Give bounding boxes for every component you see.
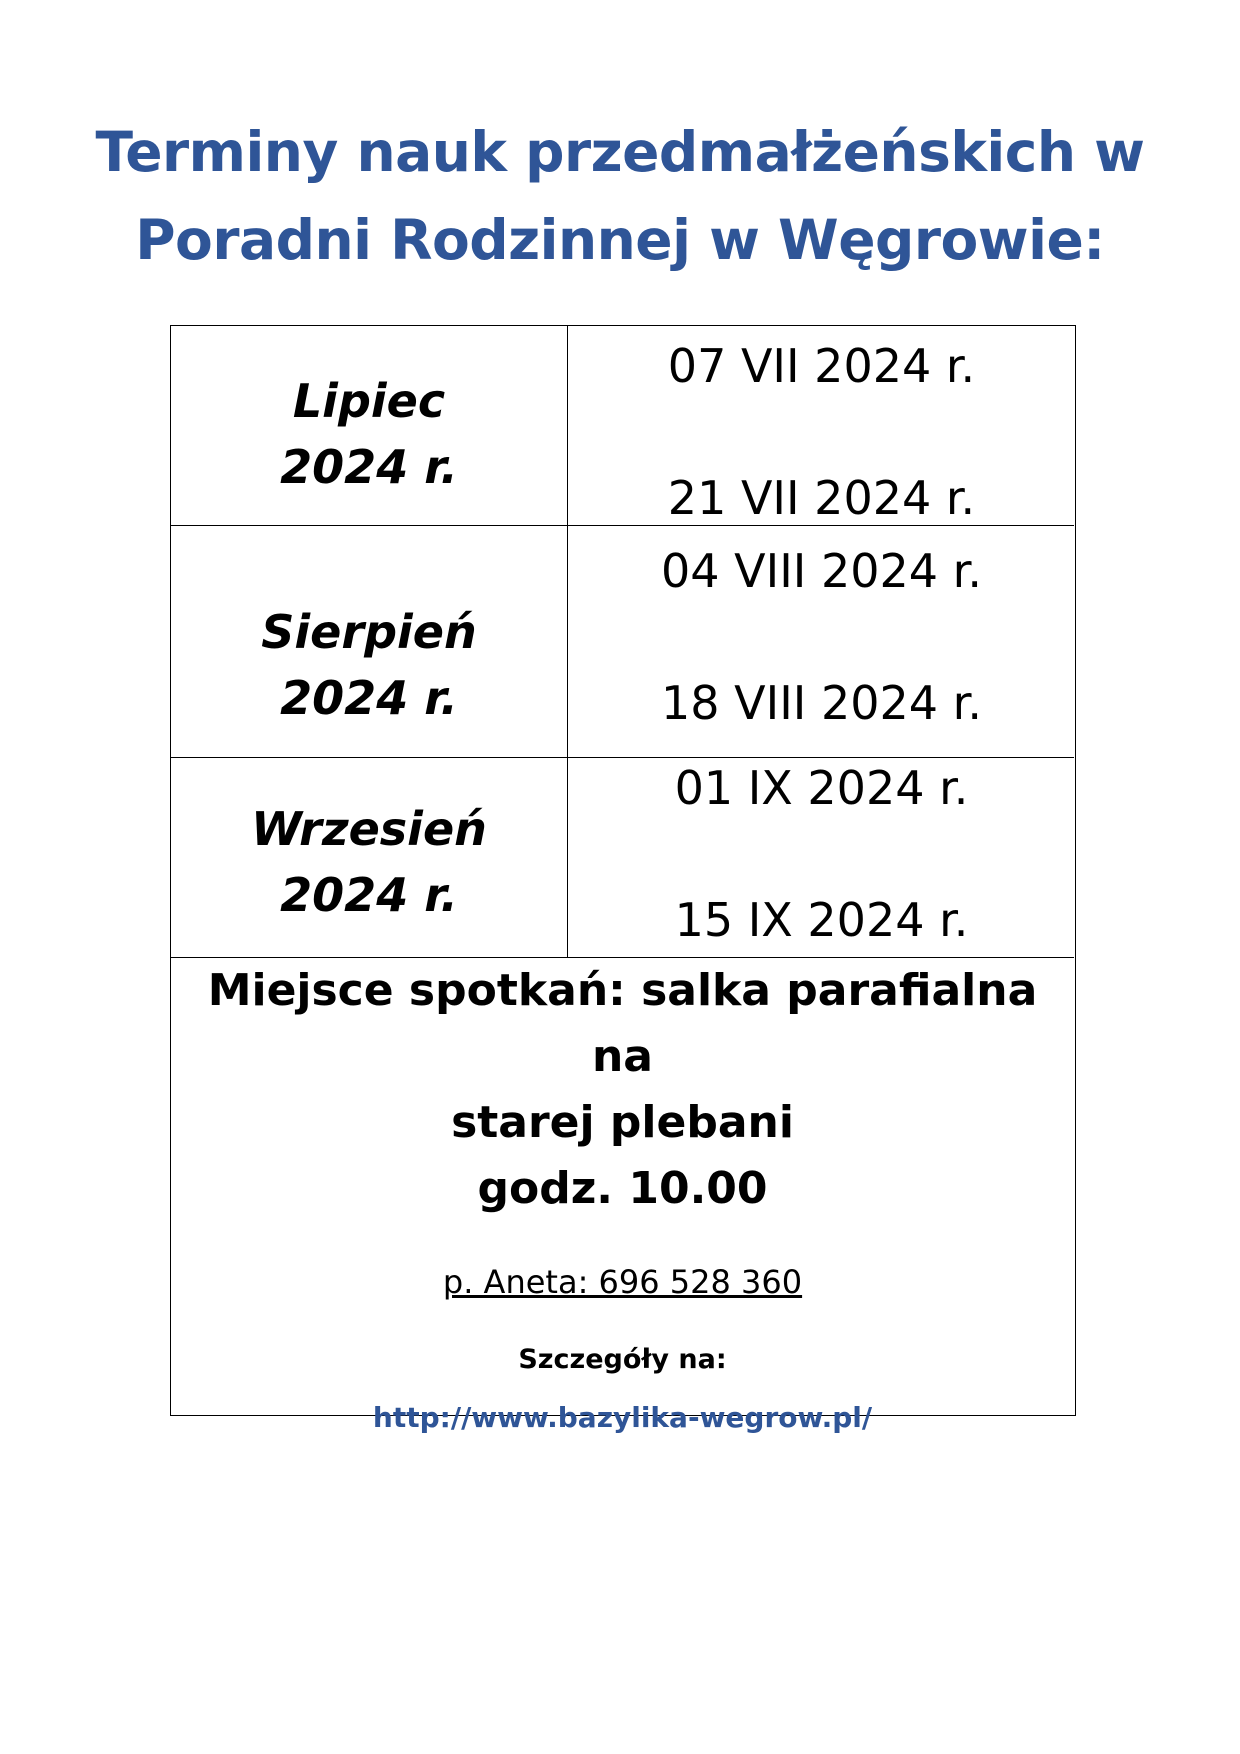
month-name: Wrzesień — [251, 802, 487, 856]
month-year: 2024 r. — [280, 671, 458, 725]
website-link[interactable]: http://www.bazylika-wegrow.pl/ — [372, 1401, 873, 1434]
date-entry: 07 VII 2024 r. — [667, 339, 976, 393]
place-line-1: Miejsce spotkań: salka parafialna na — [207, 965, 1038, 1082]
meeting-time: godz. 10.00 — [477, 1163, 768, 1214]
month-cell — [171, 368, 567, 500]
meeting-info — [171, 958, 1074, 1438]
meeting-place — [171, 958, 1074, 1222]
date-entry: 01 IX 2024 r. — [674, 761, 969, 815]
month-cell — [171, 796, 567, 928]
month-cell — [171, 599, 567, 731]
month-year: 2024 r. — [280, 868, 458, 922]
page-title — [0, 108, 1240, 284]
contact-phone: p. Aneta: 696 528 360 — [442, 1263, 803, 1301]
date-entry: 21 VII 2024 r. — [667, 471, 976, 525]
month-year: 2024 r. — [280, 440, 458, 494]
date-entry: 18 VIII 2024 r. — [661, 676, 982, 730]
date-entry: 04 VIII 2024 r. — [661, 544, 982, 598]
month-name: Sierpień — [261, 605, 477, 659]
title-line-1: Terminy nauk przedmałżeńskich w — [95, 120, 1145, 184]
table-row-august — [171, 526, 1074, 758]
date-entry: 15 IX 2024 r. — [674, 893, 969, 947]
table-row-july — [171, 326, 1074, 526]
place-line-2: starej plebani — [451, 1097, 794, 1148]
details-label: Szczegóły na: — [518, 1344, 727, 1375]
title-line-2: Poradni Rodzinnej w Węgrowie: — [135, 208, 1105, 272]
month-name: Lipiec — [292, 374, 446, 428]
schedule-table — [170, 325, 1076, 1434]
table-row-september — [171, 758, 1074, 958]
